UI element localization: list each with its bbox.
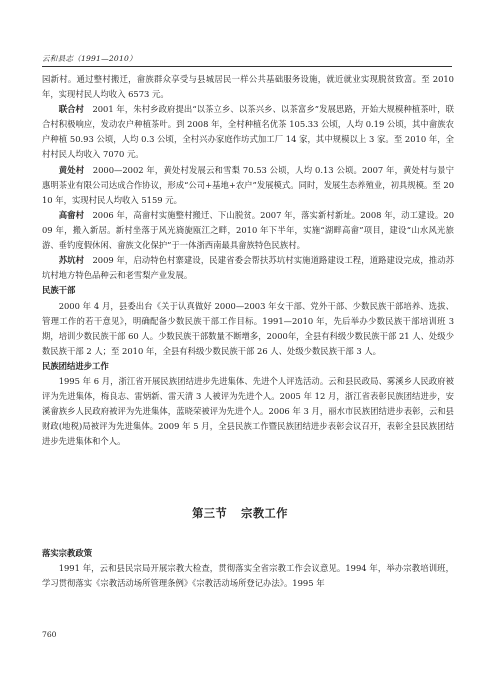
subheading-ethnic-unity: 民族团结进步工作	[42, 361, 109, 372]
village-name: 苏坑村	[58, 255, 85, 266]
village-paragraph-gaoshe	[42, 208, 454, 253]
village-name: 联合村	[58, 104, 84, 115]
running-header: 云和县志（1991—2010）	[42, 54, 137, 63]
paragraph-text: 园新村。通过整村搬迁，畲族群众享受与县城居民一样公共基础服务设施，就近就业实现脱贫致富。至 2010 年，实现村民人均收入 6573 元。	[42, 74, 454, 99]
village-name: 黄处村	[58, 164, 85, 175]
ethnic-unity-paragraph: 1995 年 6 月，浙江省开展民族团结进步先进集体、先进个人评选活动。云和县民政局、雾溪乡人民政府被评为先进集体，梅良志、雷炳新、雷天清 3 人被评为先进个人。2005 年 12 月，浙江省表彰民族团结进步，安溪畲族乡人民政府被评为先进集体，蓝晓荣被评为先进个人。2006 年 3 月，丽水市民族团结进步表彰，云和县财政(地税)局被评为先进集体。2009 年 5 月，全县民族工作暨民族团结进步表彰会议召开，表彰全县民族团结进步先进集体和个人。	[42, 376, 454, 447]
paragraph-continuation	[42, 72, 454, 102]
subheading-ethnic-cadres: 民族干部	[42, 285, 76, 296]
paragraph-text: 2009 年，启动特色村寨建设，民建省委会帮扶苏坑村实施道路建设工程，道路建设完成，推动苏坑村地方特色品种云和老雪梨产业发展。	[42, 255, 455, 281]
religion-text	[42, 546, 454, 591]
religion-policy-paragraph: 1991 年，云和县民宗局开展宗教大检查，贯彻落实全省宗教工作会议意见。1994 年，举办宗教培训班，学习贯彻落实《宗教活动场所管理条例》《宗教活动场所登记办法》。1995 年	[42, 563, 454, 588]
section-title: 宗教工作	[241, 506, 288, 520]
ethnic-cadres-paragraph: 2000 年 4 月，县委出台《关于认真做好 2000—2003 年女干部、党外干部、少数民族干部培养、选拔、管理工作的若干意见》，明确配备少数民族干部工作目标。1991—2010 年，先后举办少数民族干部培训班 3 期，培训少数民族干部 60 人。少数民族干部数量不断增多，2000年，全县有科级少数民族干部 21 人、处级少数民族干部 2 人；至 2010 年，全县有科级少数民族干部 26 人、处级少数民族干部 3 人。	[42, 300, 454, 356]
section-heading	[0, 505, 480, 521]
main-text	[42, 72, 454, 450]
village-paragraph-lianhe	[42, 102, 454, 162]
header-rule	[42, 66, 452, 67]
page-number: 760	[42, 630, 57, 639]
paragraph-text: 2001 年，朱村乡政府提出“以茶立乡、以茶兴乡、以茶富乡”发展思路，开始大规模种植茶叶，联合村积极响应，发动农户种植茶叶。到 2008 年，全村种植名优茶 105.33 公顷，人均 0.19 公顷，其中畲族农户种植 50.93 公顷，人均 0.3 公顷，全村兴办家庭作坊式加工厂 14 家，其中规模以上 3 家。至 2010 年，全村村民人均收入 7070 元。	[42, 104, 455, 160]
village-paragraph-sukeng	[42, 253, 454, 283]
paragraph-text: 2006 年，高畲村实施整村搬迁、下山脱贫。2007 年，落实新村新址。2008 年，动工建设。2009 年，搬入新居。新村坐落于风光旖旎瓯江之畔，2010 年下半年，实施“湖畔高畲”项目，建设“山水风光旅游、垂钓度假休闲、畲族文化保护”于一体浙西南最具畲族特色民族村。	[42, 209, 454, 250]
section-number: 第三节	[192, 506, 228, 520]
paragraph-text: 2000—2002 年，黄处村发展云和雪梨 70.53 公顷，人均 0.13 公顷。2007 年，黄处村与景宁惠明茶业有限公司达成合作协议，形成“公司+基地+农户”发展模式。同时，发展生态养殖业，初具规模。至 2010 年，实现村民人均收入 5159 元。	[42, 164, 455, 205]
village-paragraph-huangchu	[42, 163, 454, 208]
village-name: 高畲村	[58, 209, 85, 220]
subheading-religion-policy: 落实宗教政策	[42, 548, 93, 558]
